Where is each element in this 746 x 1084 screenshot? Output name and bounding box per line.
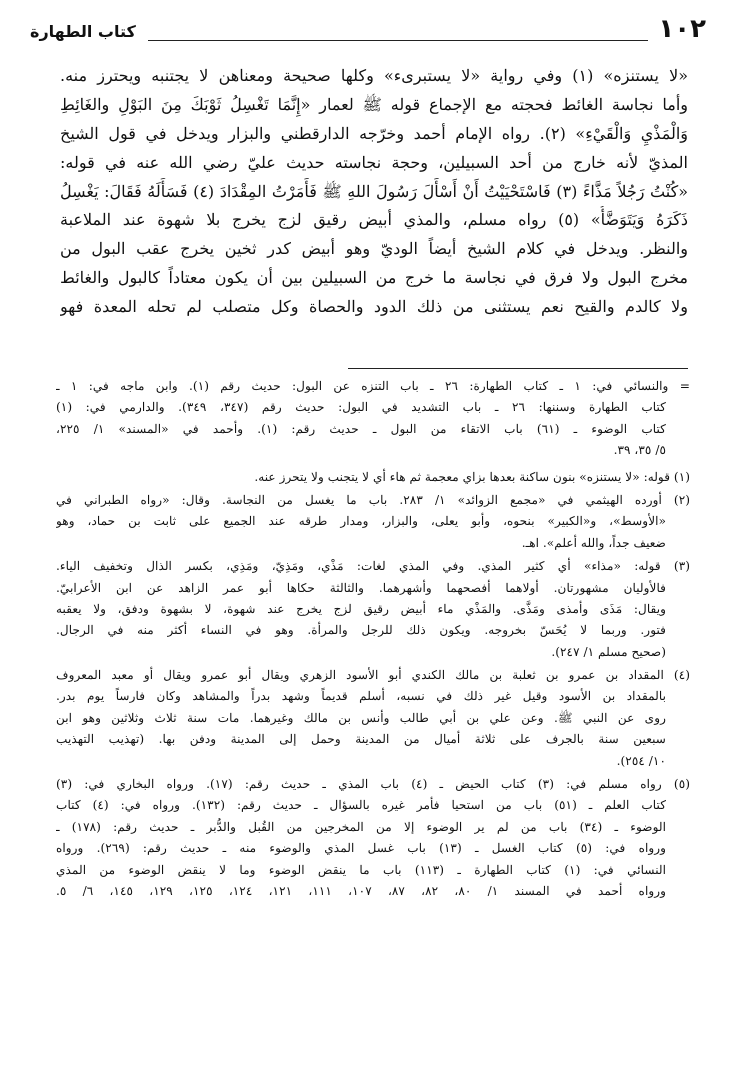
footnote-line: (٥) رواه مسلم في: (٣) كتاب الحيض ـ (٤) باب المذي ـ حديث رقم: (١٧). ورواه البخاري في: (٣) xyxy=(56,777,690,792)
page-number: ١٠٢ xyxy=(658,14,706,44)
footnote-continued xyxy=(56,376,690,462)
footnote-1 xyxy=(56,467,690,488)
footnote-2 xyxy=(56,490,690,554)
main-text-line: «كُنْتُ رَجُلاً مَذَّاءً (٣) فَاسْتَحْيَيْتُ أَنْ أَسْأَلَ رَسُولَ اللهِ ﷺ فَأَمَرْتُ المِقْدَادَ (٤) فَسَأَلَهُ فَقَالَ: يَغْسِلُ xyxy=(60,181,688,201)
footnote-line: سبعين سنة بالجرف على ثلاثة أميال من المدينة وحمل إلى المدينة ودفن بها. (تهذيب التهذيب xyxy=(56,732,666,747)
header-rule xyxy=(148,40,648,41)
footnote-line: ٥/ ٣٥، ٣٩. xyxy=(613,443,666,458)
footnote-line: (١) قوله: «لا يستنزه» بنون ساكنة بعدها بزاي معجمة ثم هاء أي لا يتجنب ولا يتحرز عنه. xyxy=(254,469,690,484)
footnote-line: (٣) قوله: «مذاء» أي كثير المذي. وفي المذي لغات: مَذْي، ومَذِيّ، ومَذِي، بكسر الذال وتخفيف الياء. xyxy=(56,559,690,574)
footnote-line: فالأوليان مشهورتان. أولاهما أفصحهما وأشهرهما. والثالثة حكاها أبو عمر الزاهد عن ابن الأعرابيّ. xyxy=(56,580,666,595)
main-text-line: ذَكَرَهُ وَيَتَوَضَّأُ» (٥) رواه مسلم، والمذي أبيض رقيق لزج يخرج بلا شهوة عند الملاعبة xyxy=(60,210,688,230)
footnote-line: كتاب الوضوء ـ (٦١) باب الاتقاء من البول ـ حديث رقم: (١). وأحمد في «المسند» ١/ ٢٢٥، xyxy=(56,421,666,436)
main-text-line: وَالْمَذْيِ وَالْقَيْءِ» (٢). رواه الإمام أحمد وخرّجه الدارقطني والبزار ويدخل في قول الشيخ xyxy=(60,123,688,143)
book-title: كتاب الطهارة xyxy=(30,22,136,41)
footnote-line: (٢) أورده الهيثمي في «مجمع الزوائد» ١/ ٢٨٣. باب ما يغسل من النجاسة. وقال: «رواه الطبراني في xyxy=(56,492,690,507)
footnotes xyxy=(56,376,690,902)
footnote-line: النسائي في: (١) كتاب الطهارة ـ (١١٣) باب ما ينقض الوضوء وما لا ينقض الوضوء من المذي xyxy=(56,862,666,877)
footnote-line: (٤) المقداد بن عمرو بن ثعلبة بن مالك الكندي أبو الأسود الزهري ويقال أبو عمرو ويقال أو معبد المعروف xyxy=(56,668,690,683)
footnote-line: ١٠/ ٢٥٤). xyxy=(616,753,666,768)
main-text-line: والنظر. ويدخل في كلام الشيخ أيضاً الوديّ وهو أبيض كدر ثخين يخرج عقب البول من xyxy=(60,239,688,259)
footnote-5 xyxy=(56,774,690,902)
footnote-line: كتاب الطهارة وسننها: ٢٦ ـ باب التشديد في البول: حديث رقم (٣٤٧، ٣٤٩). والدارمي في: (١) xyxy=(56,400,666,415)
page-header xyxy=(30,14,706,48)
footnote-line: «الأوسط»، و«الكبير» بنحوه، وأبو يعلى، والبزار، ومدار طرقه عند الجميع على ثابت بن حماد، وهو xyxy=(56,514,666,529)
footnote-line: ويقال: مَذَى وأمذى ومَذَّى. والمَذْي ماء أبيض رقيق لزج يخرج عند شهوة، لا بشهوة ودفق، ولا يعقبه xyxy=(56,601,666,616)
footnote-line: بالمقداد بن الأسود وقيل غير ذلك في نسبه، أسلم قديماً وشهد بدراً والمشاهد وكان فارساً يوم بدر. xyxy=(56,689,666,704)
main-text-line: المذيّ لأنه خارج من أحد السبيلين، وحجة نجاسته حديث عليّ رضي الله عنه في قوله: xyxy=(60,152,688,172)
main-text-line: مخرج البول ولا فرق في نجاسة ما خرج من السبيلين بين أن يكون معتاداً كالبول والغائط xyxy=(60,268,688,288)
footnote-4 xyxy=(56,665,690,772)
footnote-3 xyxy=(56,556,690,663)
main-text-line: «لا يستنزه» (١) وفي رواية «لا يستبرىء» وكلها صحيحة ومعناهن لا يجتنبه ويحترز منه. xyxy=(60,66,688,85)
footnote-line: ورواه أحمد في المسند ١/ ٨٠، ٨٢، ٨٧، ١٠٧، ١١١، ١٢١، ١٢٤، ١٢٥، ١٢٩، ١٤٥، ٦/ ٥. xyxy=(56,883,666,898)
footnote-line: الوضوء ـ (٣٤) باب من لم ير الوضوء إلا من المخرجين من القُبل والدُّبر ـ حديث رقم: (١٧٨) ـ xyxy=(56,819,666,834)
footnote-line: ضعيف جداً، والله أعلم». اهـ. xyxy=(521,535,666,550)
footnote-line: ورواه في: (٥) كتاب الغسل ـ (١٣) باب غسل المذي والوضوء منه ـ حديث رقم: (٢٦٩). ورواه xyxy=(56,841,667,856)
footnote-line: (صحيح مسلم ١/ ٢٤٧). xyxy=(551,644,666,659)
footnote-separator xyxy=(348,368,688,369)
main-text-line: ولا كالدم والقيح نعم يستثنى من ذلك الدود والحصاة وكل متصلب لم تحله المعدة فهو xyxy=(60,297,688,317)
footnote-line: فتور. وربما لا يُحَسّ بخروجه. ويكون ذلك للرجل والمرأة. وهو في النساء أكثر منه في الرجال. xyxy=(56,623,666,638)
footnote-line: روى عن النبي ﷺ. وعن علي بن أبي طالب وأنس بن مالك وغيرهما. مات سنة ثلاث وثلاثين وهو ابن xyxy=(56,710,666,725)
main-text-line: وأما نجاسة الغائط فحجته مع الإجماع قوله ﷺ لعمار «إِنَّمَا تَغْسِلُ ثَوْبَكَ مِنَ البَوْلِ والغَائِطِ xyxy=(60,94,688,114)
footnote-line: كتاب العلم ـ (٥١) باب من استحيا فأمر غيره بالسؤال ـ حديث رقم: (١٣٢). ورواه في: (٤) كتاب xyxy=(56,798,666,813)
footnote-line: = والنسائي في: ١ ـ كتاب الطهارة: ٢٦ ـ باب التنزه عن البول: حديث رقم (١). وابن ماجه في: ١ ـ xyxy=(56,379,690,393)
main-text xyxy=(60,62,688,322)
